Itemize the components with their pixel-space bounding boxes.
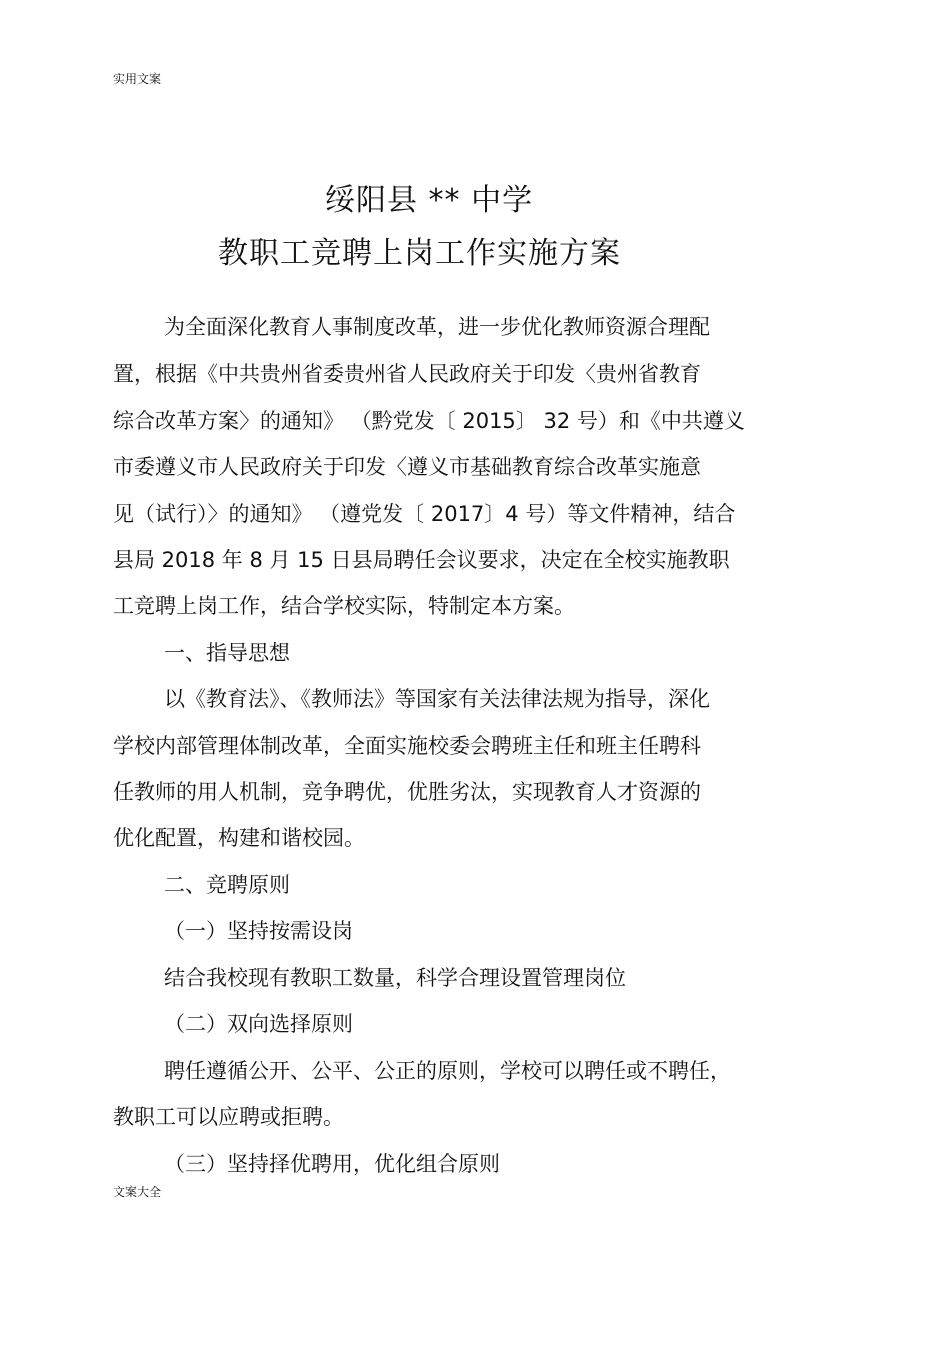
paragraph-line: 置，根据《中共贵州省委贵州省人民政府关于印发〈贵州省教育 xyxy=(113,362,701,386)
subsection-heading: （二）双向选择原则 xyxy=(164,1012,353,1036)
paragraph-line: 为全面深化教育人事制度改革，进一步优化教师资源合理配 xyxy=(164,315,710,339)
paragraph-line: 优化配置，构建和谐校园。 xyxy=(113,826,365,850)
document-title-plan: 教职工竞聘上岗工作实施方案 xyxy=(218,236,621,271)
paragraph-line: 县局 2018 年 8 月 15 日县局聘任会议要求，决定在全校实施教职 xyxy=(113,548,730,572)
document-title-school: 绥阳县 ** 中学 xyxy=(325,183,534,218)
paragraph-line: 综合改革方案〉的通知》 （黔党发〔 2015〕 32 号）和《中共遵义 xyxy=(113,409,745,433)
header-label: 实用文案 xyxy=(113,72,162,86)
section-heading: 一、指导思想 xyxy=(164,641,290,665)
section-heading: 二、竞聘原则 xyxy=(164,873,290,897)
paragraph-line: 以《教育法》、《教师法》等国家有关法律法规为指导，深化 xyxy=(164,687,710,711)
paragraph-line: 工竞聘上岗工作，结合学校实际，特制定本方案。 xyxy=(113,594,575,618)
paragraph-line: 见（试行）〉的通知》 （遵党发〔 2017〕4 号）等文件精神，结合 xyxy=(113,502,736,526)
subsection-heading: （一）坚持按需设岗 xyxy=(164,919,353,943)
paragraph-line: 学校内部管理体制改革，全面实施校委会聘班主任和班主任聘科 xyxy=(113,734,701,758)
subsection-heading: （三）坚持择优聘用，优化组合原则 xyxy=(164,1152,500,1176)
paragraph-line: 聘任遵循公开、公平、公正的原则，学校可以聘任或不聘任， xyxy=(164,1059,731,1083)
paragraph-line: 教职工可以应聘或拒聘。 xyxy=(113,1105,344,1129)
paragraph-line: 市委遵义市人民政府关于印发〈遵义市基础教育综合改革实施意 xyxy=(113,455,701,479)
paragraph-line: 结合我校现有教职工数量，科学合理设置管理岗位 xyxy=(164,966,626,990)
paragraph-line: 任教师的用人机制，竞争聘优，优胜劣汰，实现教育人才资源的 xyxy=(113,780,701,804)
footer-label: 文案大全 xyxy=(113,1185,162,1199)
